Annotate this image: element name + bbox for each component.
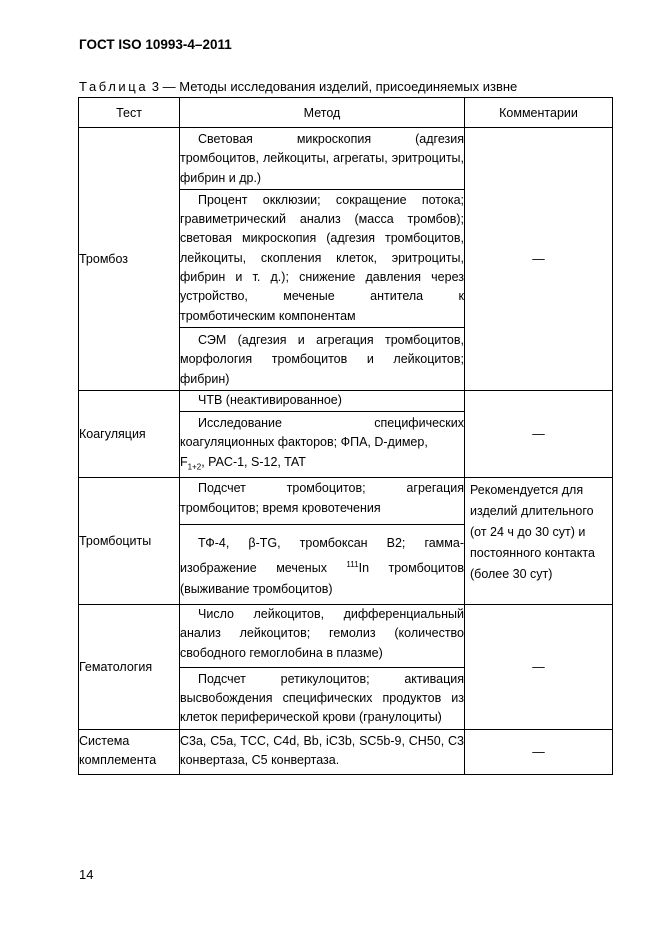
method-text: Световая микроскопия (адгезия тромбоцитов, лейкоциты, агрегаты, эритроциты, фибрин и др.) — [180, 132, 464, 185]
caption-label: Таблица — [79, 79, 149, 94]
method-cell — [180, 390, 465, 477]
formula-f: F — [180, 454, 188, 469]
method-line: Исследование специфических коагуляционных факторов; ФПА, D-димер, — [180, 416, 464, 450]
table-caption — [79, 79, 517, 94]
formula-rest: , PAC-1, S-12, TAT — [201, 454, 306, 469]
comment-cell: — — [465, 605, 613, 730]
comment-cell: — — [465, 390, 613, 477]
caption-number: 3 — [151, 79, 160, 94]
header-comments: Комментарии — [465, 98, 613, 128]
test-line: комплемента — [79, 752, 157, 767]
method-part: In тромбоцитов (выживание тромбоцитов) — [180, 561, 464, 596]
test-line: Система — [79, 733, 130, 748]
test-cell: Гематология — [79, 605, 180, 730]
method-text: C3a, C5a, TCC, C4d, Bb, iC3b, SC5b-9, CH50, C3 конвертаза, C5 конвертаза. — [180, 733, 464, 767]
page-number: 14 — [79, 867, 94, 882]
comment-cell: — — [465, 128, 613, 391]
isotope-sup: 111 — [346, 559, 359, 569]
test-cell: Тромбоциты — [79, 478, 180, 605]
table-row — [79, 729, 613, 774]
method-cell — [180, 605, 465, 730]
method-formula — [180, 453, 464, 477]
test-cell — [79, 729, 180, 774]
header-method: Метод — [180, 98, 465, 128]
method-text: Процент окклюзии; сокращение потока; гравиметрический анализ (масса тромбов); световая микроскопия (адгезия тромбоцитов, лейкоциты, скопления клеток, эритроциты, фибрин и т. д.); снижение давления через устройство, меченые антитела к тромботическим компонентам — [180, 189, 464, 327]
method-text — [180, 411, 464, 477]
method-text: Подсчет тромбоцитов; агрегация тромбоцитов; время кровотечения — [180, 481, 464, 515]
test-cell: Коагуляция — [79, 390, 180, 477]
test-cell: Тромбоз — [79, 128, 180, 391]
method-cell — [180, 478, 465, 605]
method-cell — [180, 729, 465, 774]
document-header: ГОСТ ISO 10993-4–2011 — [79, 37, 232, 52]
method-part: ТФ-4, β-TG, тромбоксан B2; гамма-изображение меченых — [180, 535, 464, 575]
caption-text: — Методы исследования изделий, присоединяемых извне — [162, 79, 518, 94]
header-test: Тест — [79, 98, 180, 128]
table-header-row — [79, 98, 613, 128]
method-text: Число лейкоцитов, дифференциальный анализ лейкоцитов; гемолиз (количество свободного гемоглобина в плазме) — [180, 607, 464, 660]
method-text: СЭМ (адгезия и агрегация тромбоцитов, морфология тромбоцитов и лейкоцитов; фибрин) — [180, 327, 464, 390]
comment-cell: — — [465, 729, 613, 774]
table-row — [79, 390, 613, 477]
method-cell — [180, 128, 465, 391]
table-row — [79, 605, 613, 730]
table-row — [79, 128, 613, 391]
methods-table — [78, 97, 613, 775]
method-text: Подсчет ретикулоцитов; активация высвобождения специфических продуктов из клеток периферической крови (гранулоциты) — [180, 667, 464, 729]
table-row — [79, 478, 613, 605]
formula-sub: 1+2 — [187, 462, 202, 472]
method-text: ЧТВ (неактивированное) — [198, 392, 342, 407]
comment-cell: Рекомендуется для изделий длительного (от 24 ч до 30 сут) и постоянного контакта (более 30 сут) — [465, 478, 613, 605]
method-text — [180, 524, 464, 604]
